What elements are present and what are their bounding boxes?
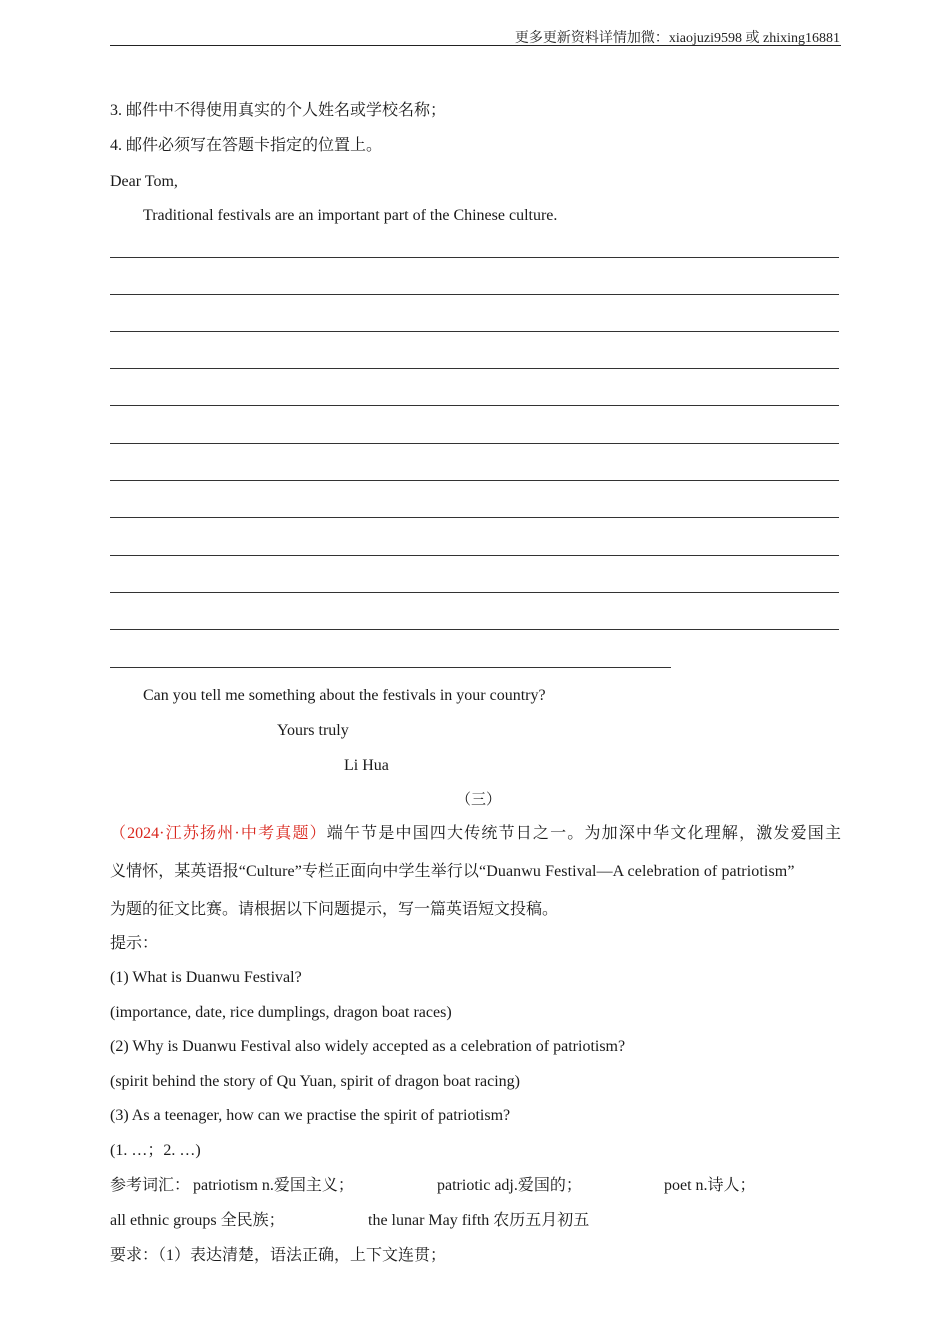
header-divider xyxy=(110,45,841,46)
section-intro-line-1: （2024·江苏扬州·中考真题）端午节是中国四大传统节日之一。为加深中华文化理解，激发爱国主 xyxy=(110,825,841,842)
requirement-1: 要求：（1）表达清楚，语法正确，上下文连贯； xyxy=(110,1247,447,1264)
writing-line[interactable] xyxy=(110,294,839,295)
source-tag: （2024·江苏扬州·中考真题） xyxy=(110,825,327,842)
hint-2-detail: (spirit behind the story of Qu Yuan, spirit of dragon boat racing) xyxy=(110,1073,520,1090)
writing-line[interactable] xyxy=(110,592,839,593)
hint-3: (3) As a teenager, how can we practise the spirit of patriotism? xyxy=(110,1107,511,1124)
requirement-4: 4. 邮件必须写在答题卡指定的位置上。 xyxy=(110,137,383,154)
letter-signature: Li Hua xyxy=(344,757,389,774)
requirement-3: 3. 邮件中不得使用真实的个人姓名或学校名称； xyxy=(110,102,447,119)
letter-opening: Traditional festivals are an important part of the Chinese culture. xyxy=(143,207,558,224)
writing-line[interactable] xyxy=(110,368,839,369)
writing-line[interactable] xyxy=(110,257,839,258)
hint-2: (2) Why is Duanwu Festival also widely accepted as a celebration of patriotism? xyxy=(110,1038,626,1055)
vocab-item: all ethnic groups 全民族； xyxy=(110,1212,285,1229)
hint-3-detail: (1. …；2. …) xyxy=(110,1142,201,1159)
hint-1-detail: (importance, date, rice dumplings, dragon boat races) xyxy=(110,1004,452,1021)
writing-line[interactable] xyxy=(110,555,839,556)
vocab-item: the lunar May fifth 农历五月初五 xyxy=(368,1212,590,1229)
writing-line-short[interactable] xyxy=(110,667,671,668)
vocab-label: 参考词汇： xyxy=(110,1177,191,1194)
vocab-item: patriotism n.爱国主义； xyxy=(193,1177,354,1194)
writing-line[interactable] xyxy=(110,480,839,481)
header-contact: 更多更新资料详情加微：xiaojuzi9598 或 zhixing16881 xyxy=(514,31,840,46)
writing-line[interactable] xyxy=(110,443,839,444)
vocab-item: patriotic adj.爱国的； xyxy=(437,1177,582,1194)
section-intro-line-3: 为题的征文比赛。请根据以下问题提示，写一篇英语短文投稿。 xyxy=(110,901,559,918)
section-intro-line-2: 义情怀，某英语报“Culture”专栏正面向中学生举行以“Duanwu Festival—A celebration of patriotism” xyxy=(110,863,795,880)
letter-closing-sentence: Can you tell me something about the festivals in your country? xyxy=(143,687,546,704)
letter-signoff: Yours truly xyxy=(277,722,349,739)
writing-line[interactable] xyxy=(110,331,839,332)
writing-line[interactable] xyxy=(110,517,839,518)
hint-1: (1) What is Duanwu Festival? xyxy=(110,969,302,986)
writing-line[interactable] xyxy=(110,405,839,406)
letter-greeting: Dear Tom, xyxy=(110,173,178,190)
writing-line[interactable] xyxy=(110,629,839,630)
section-number: （三） xyxy=(456,792,502,808)
vocab-item: poet n.诗人； xyxy=(664,1177,756,1194)
hints-label: 提示： xyxy=(110,935,159,952)
